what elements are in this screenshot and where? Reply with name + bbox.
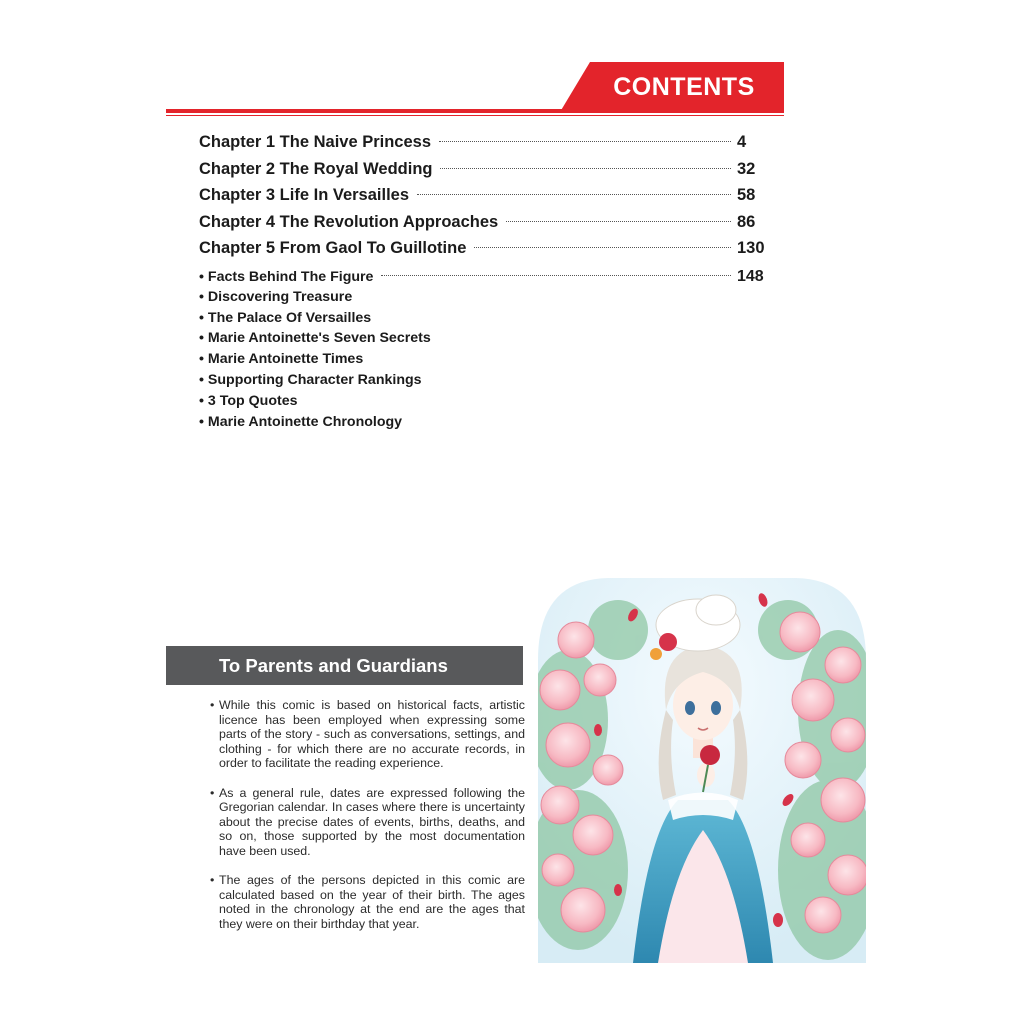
extra-entry[interactable] (199, 289, 767, 310)
note-text: While this comic is based on historical facts, artistic licence has been employed when expressing some parts of the story - such as conversations, settings, and clothing - for which there are no accurate records, in order to facilitate the reading experience. (219, 698, 525, 771)
chapter-title: Chapter 1 The Naive Princess (199, 133, 432, 151)
dot-leader (506, 221, 731, 222)
chapter-list (199, 133, 767, 266)
page-number: 148 (737, 267, 764, 285)
chapter-entry[interactable] (199, 160, 767, 187)
dot-leader (381, 275, 731, 276)
extra-entry[interactable] (199, 393, 767, 414)
extra-title: • Marie Antoinette Times (199, 351, 364, 368)
extra-entry[interactable] (199, 330, 767, 351)
contents-header (166, 62, 784, 120)
dot-leader (440, 168, 731, 169)
held-rose (700, 745, 720, 765)
chapter-title: Chapter 3 Life In Versailles (199, 186, 410, 205)
dot-leader (417, 194, 731, 195)
chapter-title: Chapter 5 From Gaol To Guillotine (199, 239, 467, 258)
chapter-entry[interactable] (199, 186, 767, 213)
chapter-title: Chapter 2 The Royal Wedding (199, 159, 433, 178)
extra-title: • Marie Antoinette's Seven Secrets (199, 330, 431, 347)
extra-title: • 3 Top Quotes (199, 392, 298, 409)
note-item (210, 873, 525, 931)
header-rule-thin (166, 115, 784, 116)
bullet-icon: • (210, 785, 215, 800)
note-text: As a general rule, dates are expressed following the Gregorian calendar. In cases where there is uncertainty about the precise dates of events, births, deaths, and so on, those supported by the most documentation have been used. (219, 785, 525, 858)
parents-title: To Parents and Guardians (219, 655, 448, 676)
table-of-contents (199, 133, 767, 434)
chapter-entry[interactable] (199, 133, 767, 160)
dot-leader (439, 141, 731, 142)
note-item (210, 786, 525, 859)
princess-illustration (538, 570, 866, 963)
chapter-entry[interactable] (199, 239, 767, 266)
note-text: The ages of the persons depicted in this comic are calculated based on the year of their birth. The ages noted in the chronology at the end are the ages that they were on their birthday that year. (219, 873, 525, 931)
extra-entry[interactable] (199, 414, 767, 435)
extras-list (199, 268, 767, 434)
extra-entry[interactable] (199, 351, 767, 372)
extra-entry[interactable] (199, 268, 767, 289)
chapter-entry[interactable] (199, 213, 767, 240)
extra-entry[interactable] (199, 310, 767, 331)
parents-banner (166, 646, 523, 685)
extra-entry[interactable] (199, 372, 767, 393)
bullet-icon: • (210, 698, 215, 712)
chapter-title: Chapter 4 The Revolution Approaches (199, 212, 499, 231)
extra-title: • Supporting Character Rankings (199, 371, 422, 388)
page-number: 4 (737, 133, 747, 151)
extra-title: • Facts Behind The Figure (199, 268, 374, 285)
extra-title: • Marie Antoinette Chronology (199, 413, 403, 430)
page-number: 130 (737, 239, 765, 258)
note-item (210, 698, 525, 771)
bullet-icon: • (210, 873, 215, 888)
extra-title: • The Palace Of Versailles (199, 309, 372, 326)
extra-title: • Discovering Treasure (199, 288, 353, 305)
page-number: 58 (737, 186, 756, 205)
dot-leader (474, 247, 731, 248)
page-number: 86 (737, 212, 756, 231)
parents-notes (210, 698, 525, 946)
contents-title: CONTENTS (613, 73, 755, 101)
page-number: 32 (737, 159, 756, 178)
